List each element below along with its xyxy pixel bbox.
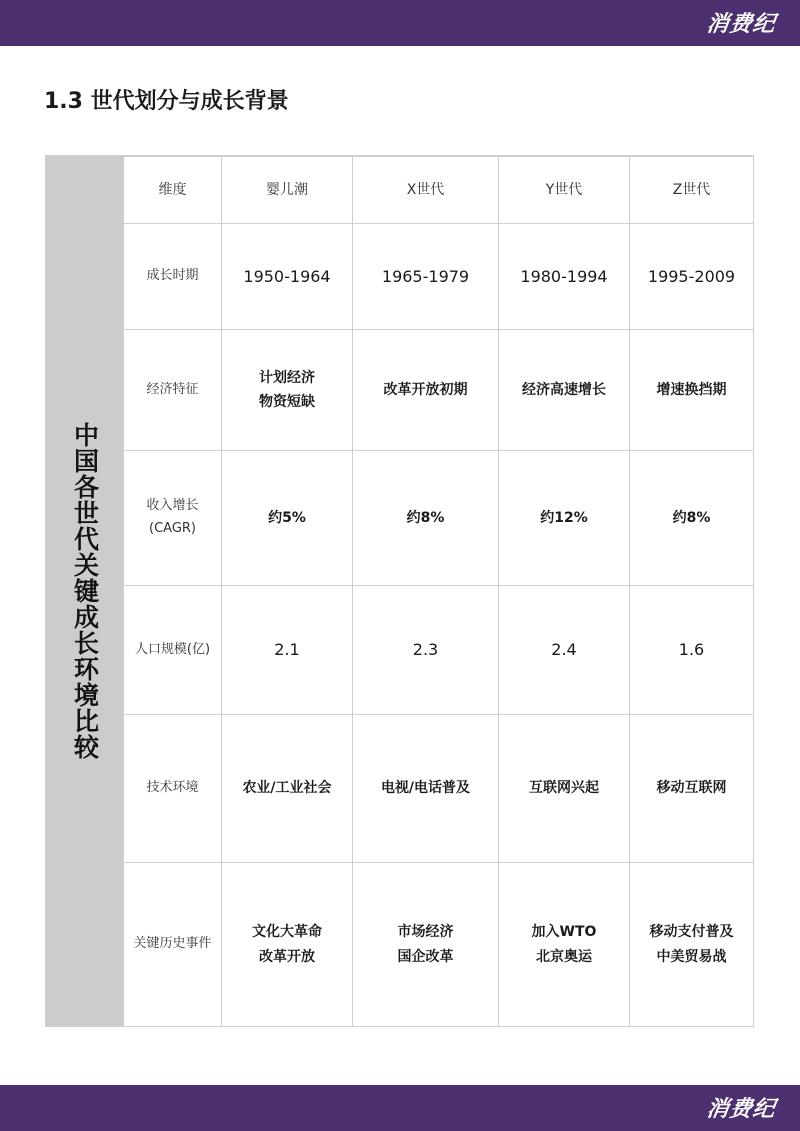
row-label: 经济特征 [124,330,222,451]
header-bar [0,0,800,46]
row-label: 收入增长 (CAGR) [124,451,222,586]
page-title: 1.3 世代划分与成长背景 [44,89,289,114]
header-cell-gen-z: Z世代 [630,157,754,224]
table-row [124,224,754,330]
row-label: 成长时期 [124,224,222,330]
comparison-table [45,155,754,1027]
table-cell: 市场经济 国企改革 [353,863,499,1027]
header-cell-gen-x: X世代 [353,157,499,224]
table-cell: 计划经济 物资短缺 [222,330,353,451]
table-cell: 1995-2009 [630,224,754,330]
table-side-label [46,156,123,1026]
row-label: 技术环境 [124,715,222,863]
table-cell: 改革开放初期 [353,330,499,451]
row-label: 关键历史事件 [124,863,222,1027]
header-cell-baby-boomer: 婴儿潮 [222,157,353,224]
table-cell: 加入WTO 北京奥运 [499,863,630,1027]
table-cell: 移动支付普及 中美贸易战 [630,863,754,1027]
table-cell: 经济高速增长 [499,330,630,451]
table-cell: 移动互联网 [630,715,754,863]
table-cell: 电视/电话普及 [353,715,499,863]
header-cell-dimension: 维度 [124,157,222,224]
table-cell: 1.6 [630,586,754,715]
table-cell: 2.4 [499,586,630,715]
row-label: 人口规模(亿) [124,586,222,715]
table-cell: 增速换挡期 [630,330,754,451]
table-row [124,330,754,451]
table-cell: 农业/工业社会 [222,715,353,863]
table-side-label-text: 中国各世代关键成长环境比较 [70,422,100,760]
table-cell: 文化大革命 改革开放 [222,863,353,1027]
table-cell: 约5% [222,451,353,586]
table-row [124,451,754,586]
table-cell: 2.3 [353,586,499,715]
table-cell: 互联网兴起 [499,715,630,863]
table-cell: 1950-1964 [222,224,353,330]
footer-bar [0,1085,800,1131]
brand-logo-footer: 消费纪 [704,1096,778,1122]
table-row [124,715,754,863]
comparison-grid [123,156,754,1027]
table-cell: 2.1 [222,586,353,715]
table-header-row [124,157,754,224]
table-cell: 约8% [630,451,754,586]
table-cell: 约8% [353,451,499,586]
table-cell: 1980-1994 [499,224,630,330]
table-row [124,863,754,1027]
table-cell: 约12% [499,451,630,586]
table-cell: 1965-1979 [353,224,499,330]
table-row [124,586,754,715]
brand-logo: 消费纪 [704,11,778,37]
header-cell-gen-y: Y世代 [499,157,630,224]
